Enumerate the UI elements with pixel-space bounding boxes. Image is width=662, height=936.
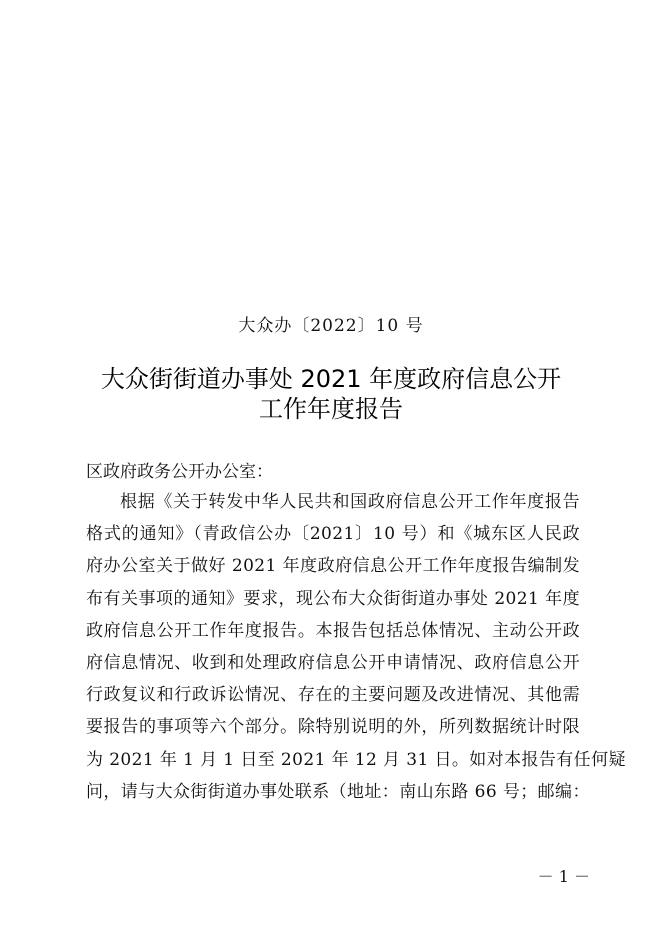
body-line: 府信息情况、收到和处理政府信息公开申请情况、政府信息公开 [86,652,580,673]
body-line: 根据《关于转发中华人民共和国政府信息公开工作年度报告 [120,492,580,512]
body-line: 布有关事项的通知》要求，现公布大众街街道办事处 2021 年度 [86,588,580,609]
body-line: 问，请与大众街街道办事处联系（地址：南山东路 66 号；邮编： [86,781,590,802]
body-paragraph [86,490,626,812]
page-number: － 1 － [537,867,590,886]
document-number: 大众办〔2022〕10 号 [238,316,424,336]
report-title-line-1: 大众街街道办事处 2021 年度政府信息公开 [100,365,562,393]
salutation: 区政府政务公开办公室： [86,462,273,482]
report-title [40,364,622,424]
body-line: 格式的通知》（青政信公办〔2021〕10 号）和《城东区人民政 [86,524,580,545]
body-line: 要报告的事项等六个部分。除特别说明的外，所列数据统计时限 [86,717,580,738]
report-title-line-2: 工作年度报告 [259,395,403,423]
body-line: 为 2021 年 1 月 1 日至 2021 年 12 月 31 日。如对本报告有任何疑 [86,749,626,770]
body-line: 府办公室关于做好 2021 年度政府信息公开工作年度报告编制发 [86,556,580,577]
body-line: 行政复议和行政诉讼情况、存在的主要问题及改进情况、其他需 [86,685,580,706]
body-line: 政府信息公开工作年度报告。本报告包括总体情况、主动公开政 [86,620,580,641]
